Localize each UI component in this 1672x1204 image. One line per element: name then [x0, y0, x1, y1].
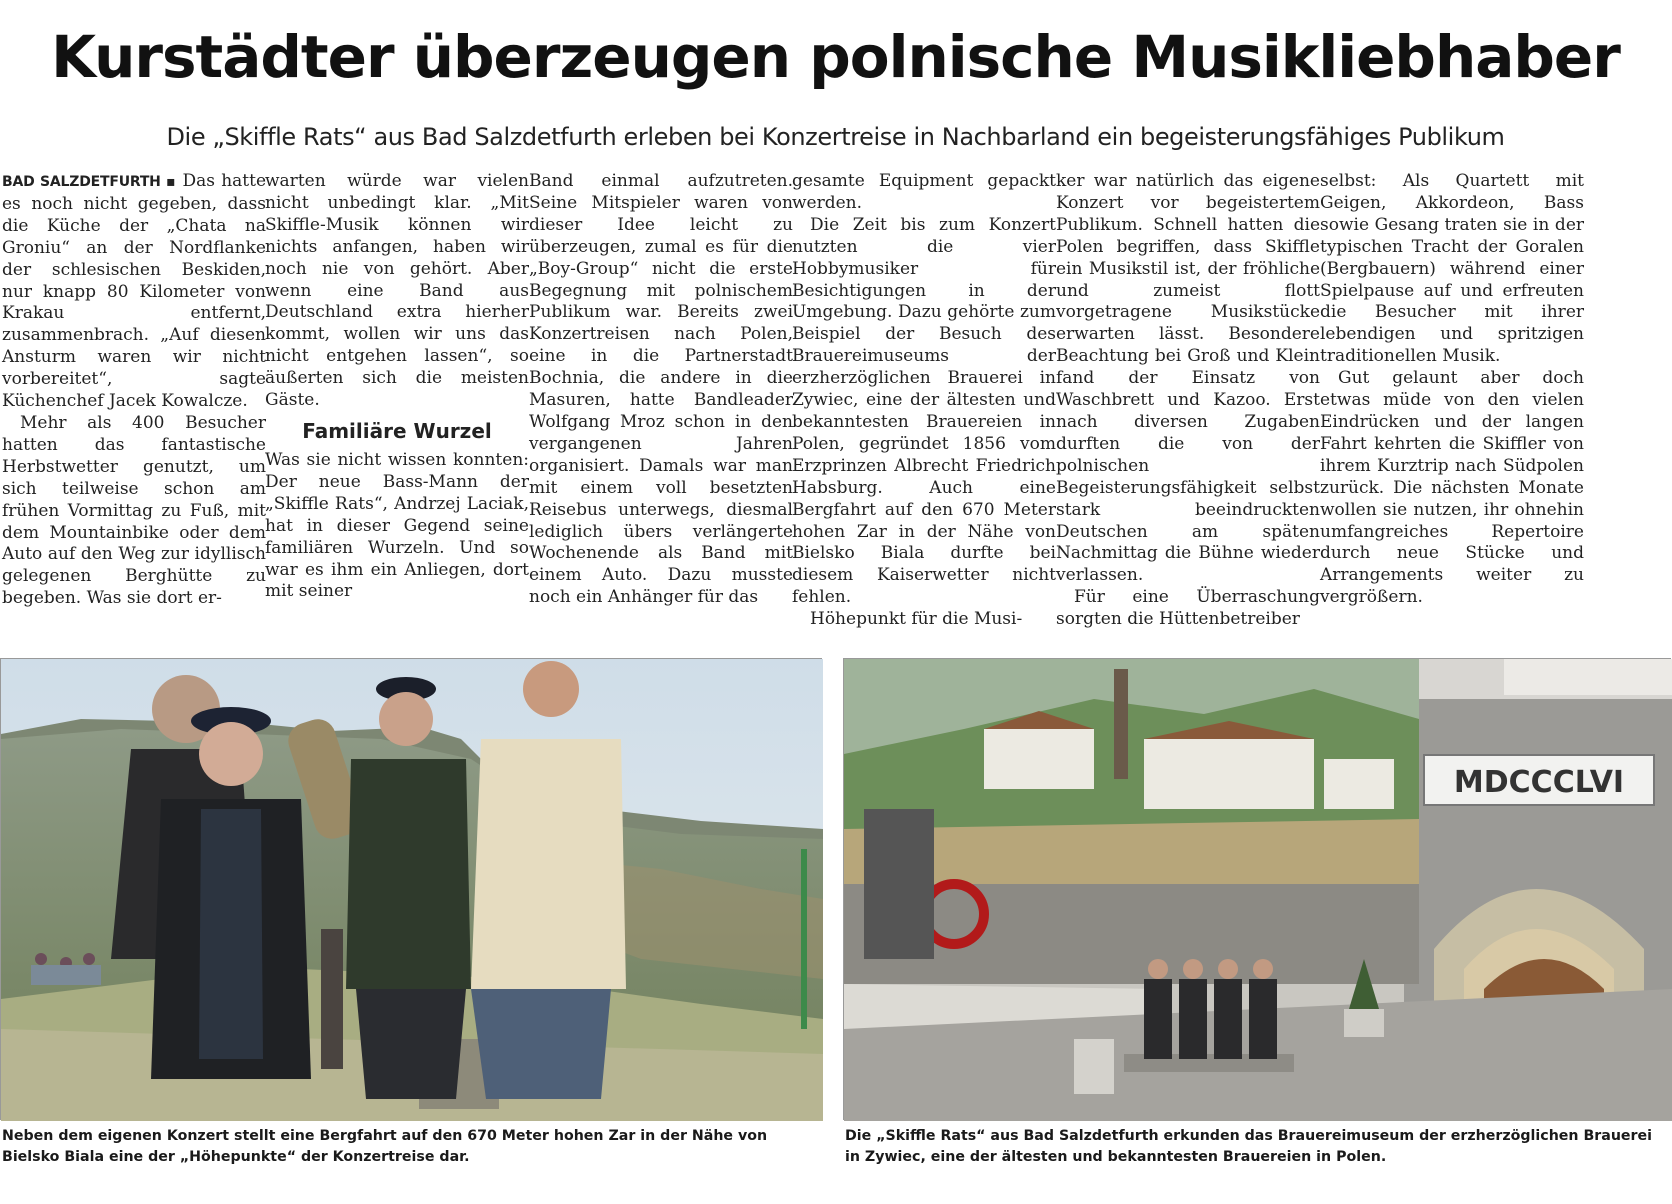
sign-text: MDCCCLVI — [1453, 765, 1625, 800]
photo-brewery-illustration — [844, 659, 1672, 1121]
article-column-3 — [529, 171, 793, 619]
photo-brewery-museum — [843, 658, 1671, 1120]
paragraph: ker war natürlich das eigene Konzert vor begeistertem Publikum. Schnell hatten die Polen begriffen, dass Skiffle ein Musikstil ist, der fröhliche und zumeist flott vorgetragene Musikstücke erwarten lässt. Besondere Beachtung bei Groß und Klein fand der Einsatz von Waschbrett und Kazoo. Erst nach diversen Zugaben durften die von der polnischen Begeisterungsfähigkeit selbst stark beeindruckten Deutschen am späten Nachmittag die Bühne wieder verlassen. — [1056, 171, 1320, 586]
article-subheadline: Die „Skiffle Rats“ aus Bad Salzdetfurth erleben bei Konzertreise in Nachbarland ein begeisterungsfähiges Publikum — [166, 123, 1505, 151]
paragraph: Gut gelaunt aber doch etwas müde von den vielen Eindrücken und der langen Fahrt kehrten die Skiffler von ihrem Kurztrip nach Südpolen zurück. Die nächsten Monate wollen sie nutzen, ihr ohnehin umfangreiches Repertoire durch neue Stücke und Arrangements weiter zu vergrößern. — [1320, 368, 1584, 608]
article-column-6 — [1320, 171, 1584, 619]
paragraph-text: Das hatte es noch nicht gegeben, dass die Küche der „Chata na Groniu“ an der Nordflanke der schlesischen Beskiden, nur knapp 80 Kilometer von Krakau entfernt, zusammenbrach. „Auf diesen Ansturm waren wir nicht vorbereitet“, sagte Küchenchef Jacek Kowalcze. — [2, 171, 267, 412]
paragraph: Was sie nicht wissen konnten: Der neue Bass-Mann der „Skiffle Rats“, Andrzej Laciak, hat in dieser Gegend seine familiären Wurzeln. Und so war es ihm ein Anliegen, dort mit seiner — [265, 449, 529, 602]
paragraph: Band einmal aufzutreten. Seine Mitspieler waren von dieser Idee leicht zu überzeugen, zumal es für die „Boy-Group“ nicht die erste Begegnung mit polnischem Publikum war. Bereits zwei Konzertreisen nach Polen, eine in die Partnerstadt Bochnia, die andere in die Masuren, hatte Bandleader Wolfgang Mroz schon in den vergangenen Jahren organisiert. Damals war man mit einem voll besetzten Reisebus unterwegs, diesmal lediglich übers verlängerte Wochenende als Band mit einem Auto. Dazu musste noch ein Anhänger für das — [529, 171, 793, 608]
article-column-1 — [2, 171, 266, 619]
paragraph: Für eine Überraschung sorgten die Hüttenbetreiber — [1056, 587, 1320, 630]
photo-caption-left: Neben dem eigenen Konzert stellt eine Bergfahrt auf den 670 Meter hohen Zar in der Nähe von Bielsko Biala eine der „Höhepunkte“ der Konzertreise dar. — [2, 1128, 768, 1165]
article-column-2 — [265, 171, 529, 619]
paragraph: Mehr als 400 Besucher hatten das fantastische Herbstwetter genutzt, um sich teilweise schon am frühen Vormittag zu Fuß, mit dem Mountainbike oder dem Auto auf den Weg zur idyllisch gelegenen Berghütte zu begeben. Was sie dort er- — [2, 412, 266, 609]
paragraph: Die Zeit bis zum Konzert nutzten die vier Hobbymusiker für Besichtigungen in der Umgebung. Dazu gehörte zum Beispiel der Besuch des Brauereimuseums der erzherzöglichen Brauerei in Zywiec, eine der ältesten und bekanntesten Brauereien in Polen, gegründet 1856 vom Erzprinzen Albrecht Friedrich Habsburg. Auch eine Bergfahrt auf den 670 Meter hohen Zar in der Nähe von Bielsko Biala durfte bei diesem Kaiserwetter nicht fehlen. — [792, 214, 1056, 608]
paragraph: selbst: Als Quartett mit Geigen, Akkordeon, Bass sowie Gesang traten sie in der typischen Tracht der Goralen (Bergbauern) während einer Spielpause auf und erfreuten die Besucher mit ihrer lebendigen und spritzigen traditionellen Musik. — [1320, 171, 1584, 367]
section-subheading: Familiäre Wurzel — [302, 418, 492, 443]
paragraph: warten würde war vielen nicht unbedingt klar. „Mit Skiffle-Musik können wir nichts anfangen, haben wir noch nie von gehört. Aber wenn eine Band aus Deutschland extra hierher kommt, wollen wir uns das nicht entgehen lassen“, so äußerten sich die meisten Gäste. — [265, 171, 529, 411]
photo-mountain-illustration — [1, 659, 823, 1121]
paragraph — [2, 171, 266, 413]
dateline: BAD SALZDETFURTH ▪ — [2, 174, 177, 190]
article-column-5 — [1056, 171, 1320, 630]
photo-caption-right: Die „Skiffle Rats“ aus Bad Salzdetfurth erkunden das Brauereimuseum der erzherzöglichen Brauerei in Zywiec, eine der ältesten und bekanntesten Brauereien in Polen. — [845, 1128, 1653, 1165]
article-headline: Kurstädter überzeugen polnische Musikliebhaber — [51, 23, 1620, 91]
paragraph: Höhepunkt für die Musi- — [810, 609, 1023, 630]
article-column-4 — [792, 171, 1056, 630]
photo-mountain-viewpoint — [0, 658, 822, 1120]
paragraph: gesamte Equipment gepackt werden. — [792, 171, 1056, 213]
